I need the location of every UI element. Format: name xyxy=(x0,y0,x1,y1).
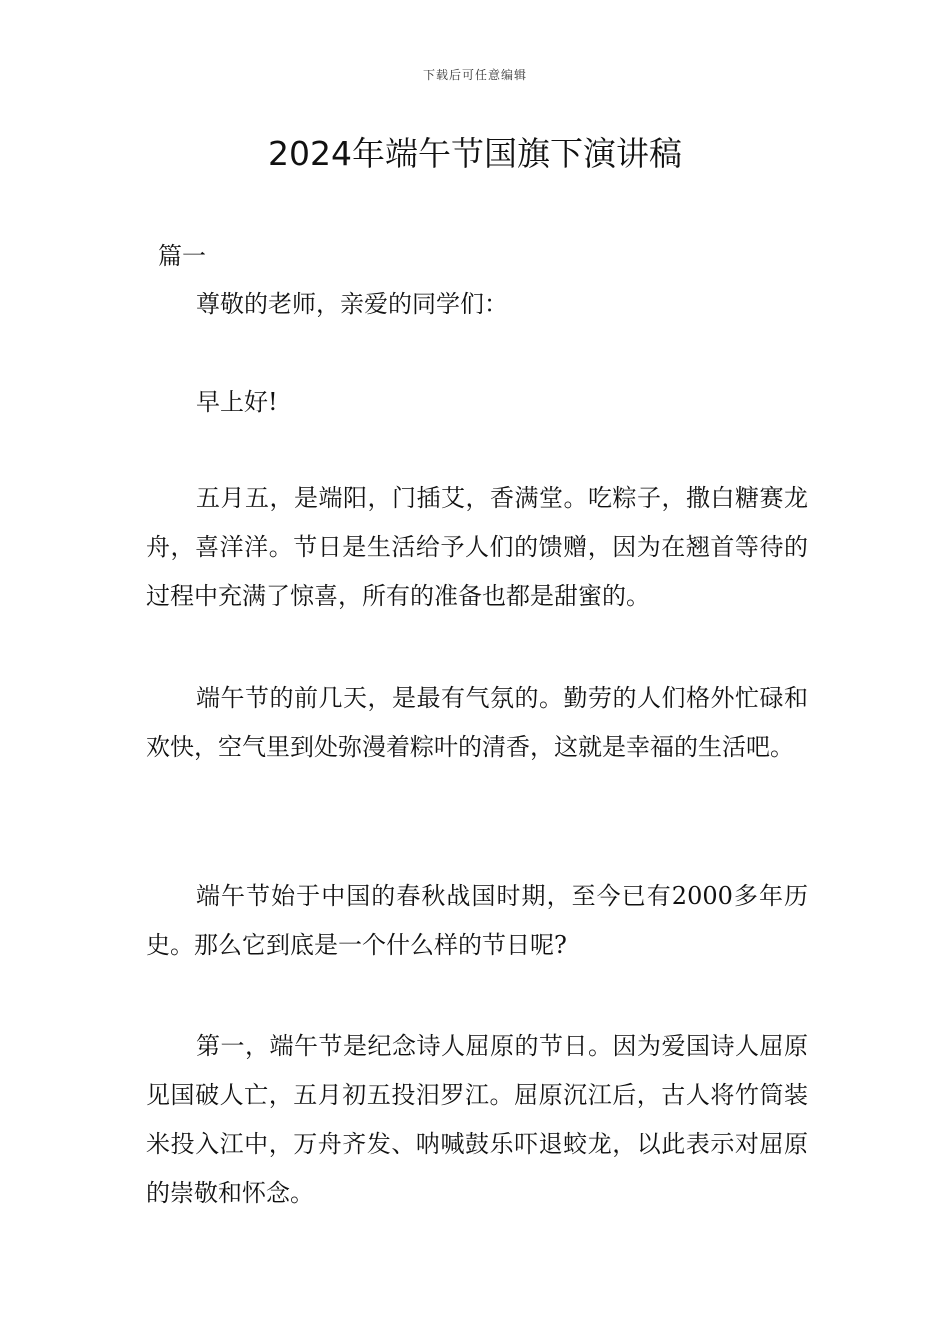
section-label: 篇一 xyxy=(158,242,206,270)
paragraph-festival-atmosphere: 端午节的前几天，是最有气氛的。勤劳的人们格外忙碌和欢快，空气里到处弥漫着粽叶的清香，这就是幸福的生活吧。 xyxy=(146,684,808,761)
greeting-line: 尊敬的老师，亲爱的同学们： xyxy=(196,290,508,318)
page-header-note: 下载后可任意编辑 xyxy=(422,68,527,82)
document-title: 2024年端午节国旗下演讲稿 xyxy=(268,134,682,173)
paragraph-dragon-boat-festival-intro: 五月五，是端阳，门插艾，香满堂。吃粽子，撒白糖赛龙舟，喜洋洋。节日是生活给予人们的馈赠，因为在翘首等待的过程中充满了惊喜，所有的准备也都是甜蜜的。 xyxy=(146,484,808,610)
paragraph-morning-greeting: 早上好! xyxy=(196,388,278,416)
paragraph-festival-history: 端午节始于中国的春秋战国时期，至今已有2000多年历史。那么它到底是一个什么样的节日呢? xyxy=(146,882,808,959)
paragraph-qu-yuan-commemoration: 第一，端午节是纪念诗人屈原的节日。因为爱国诗人屈原见国破人亡，五月初五投汨罗江。屈原沉江后，古人将竹筒装米投入江中，万舟齐发、呐喊鼓乐吓退蛟龙，以此表示对屈原的崇敬和怀念。 xyxy=(146,1032,808,1207)
